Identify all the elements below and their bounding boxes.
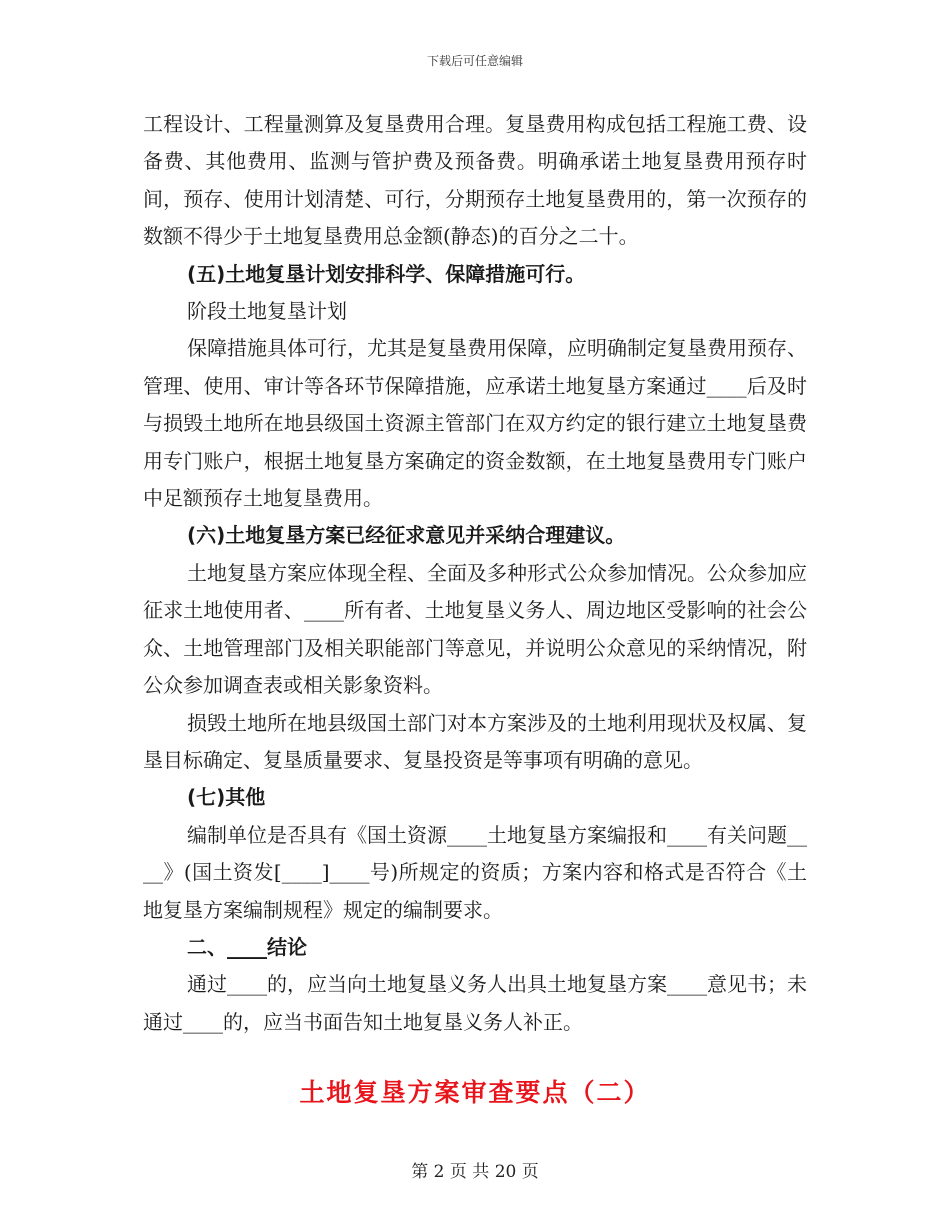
heading-section-6: (六)土地复垦方案已经征求意见并采纳合理建议。 — [187, 523, 626, 548]
paragraph-county-opinion: 损毁土地所在地县级国土部门对本方案涉及的土地利用现状及权属、复垦目标确定、复垦质量要求、复垦投资是等事项有明确的意见。 — [143, 710, 807, 772]
document-body — [143, 106, 807, 1041]
paragraph-cost: 工程设计、工程量测算及复垦费用合理。复垦费用构成包括工程施工费、设备费、其他费用、监测与管护费及预备费。明确承诺土地复垦费用预存时间，预存、使用计划清楚、可行，分期预存土地复垦费用的，第一次预存的数额不得少于土地复垦费用总金额(静态)的百分之二十。 — [143, 112, 807, 249]
paragraph-stage-plan: 阶段土地复垦计划 — [187, 299, 347, 324]
section-title: 土地复垦方案审查要点（二） — [299, 1078, 651, 1107]
paragraph-guarantee: 保障措施具体可行，尤其是复垦费用保障，应明确制定复垦费用预存、管理、使用、审计等各环节保障措施，应承诺土地复垦方案通过____后及时与损毁土地所在地县级国土资源主管部门在双方约定的银行建立土地复垦费用专门账户，根据土地复垦方案确定的资金数额，在土地复垦费用专门账户中足额预存土地复垦费用。 — [143, 336, 807, 511]
paragraph-public-participation: 土地复垦方案应体现全程、全面及多种形式公众参加情况。公众参加应征求土地使用者、____所有者、土地复垦义务人、周边地区受影响的社会公众、土地管理部门及相关职能部门等意见，并说明公众意见的采纳情况，附公众参加调查表或相关影象资料。 — [143, 560, 807, 698]
page-footer: 第 2 页 共 20 页 — [411, 1162, 539, 1182]
heading-conclusion: 二、____结论 — [187, 934, 307, 959]
paragraph-conclusion: 通过____的，应当向土地复垦义务人出具土地复垦方案____意见书；未通过____的，应当书面告知土地复垦义务人补正。 — [143, 972, 807, 1034]
heading-section-7: (七)其他 — [187, 785, 266, 810]
heading-section-5: (五)土地复垦计划安排科学、保障措施可行。 — [187, 261, 586, 286]
paragraph-qualification: 编制单位是否具有《国土资源____土地复垦方案编报和____有关问题____》(国土资发[____]____号)所规定的资质；方案内容和格式是否符合《土地复垦方案编制规程》规定的编制要求。 — [143, 822, 807, 922]
page-header: 下载后可任意编辑 — [426, 54, 523, 68]
